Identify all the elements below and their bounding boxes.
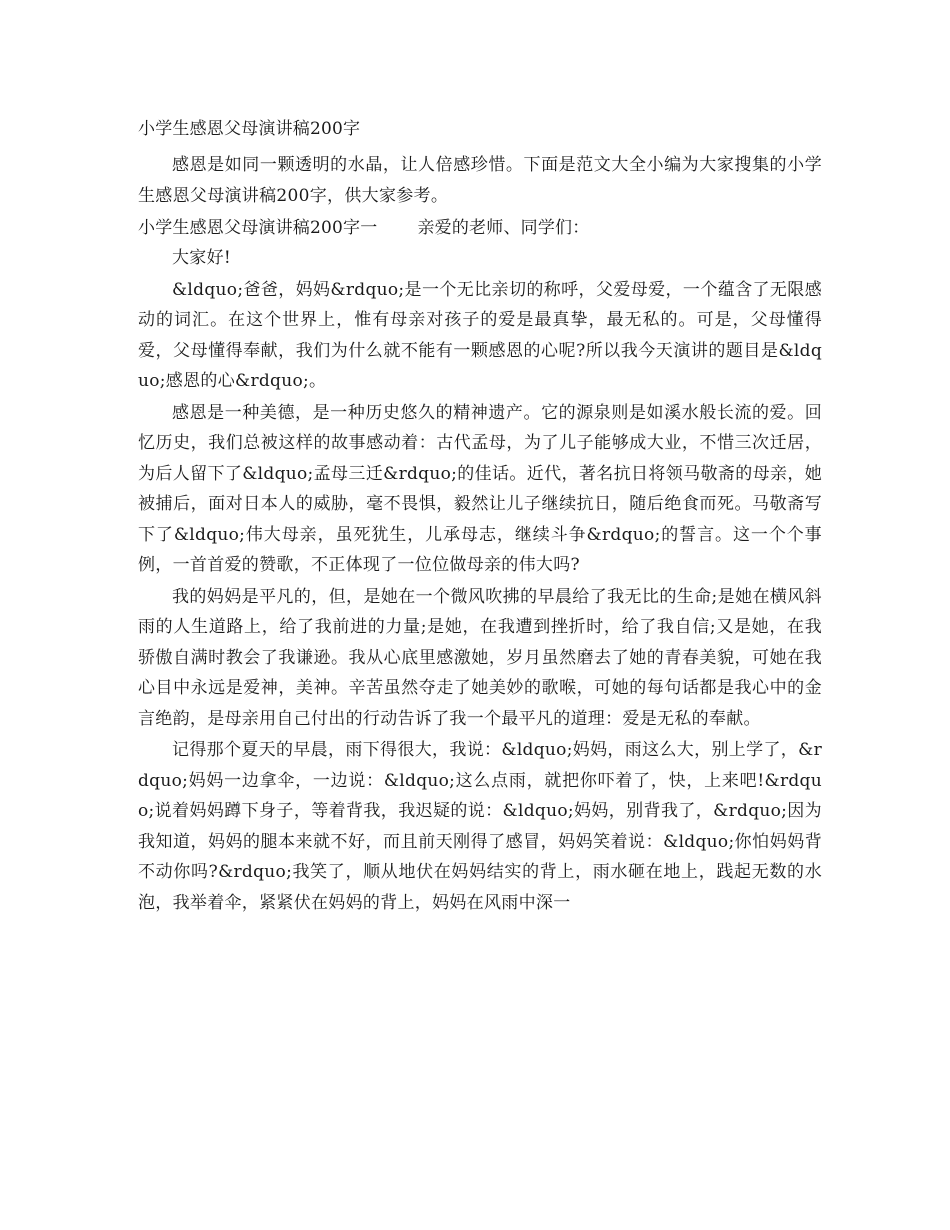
body-paragraph: &ldquo;爸爸，妈妈&rdquo;是一个无比亲切的称呼，父爱母爱，一个蕴含了无限感动的词汇。在这个世界上，惟有母亲对孩子的爱是最真挚，最无私的。可是，父母懂得爱，父母懂得奉献，我们为什么就不能有一颗感恩的心呢?所以我今天演讲的题目是&ldquo;感恩的心&rdquo;。 xyxy=(138,279,822,391)
body-paragraph: 记得那个夏天的早晨，雨下得很大，我说：&ldquo;妈妈，雨这么大，别上学了，&rdquo;妈妈一边拿伞，一边说：&ldquo;这么点雨，就把你吓着了，快，上来吧!&rdquo;说着妈妈蹲下身子，等着背我，我迟疑的说：&ldquo;妈妈，别背我了，&rdquo;因为我知道，妈妈的腿本来就不好，而且前天刚得了感冒，妈妈笑着说：&ldquo;你怕妈妈背不动你吗?&rdquo;我笑了，顺从地伏在妈妈结实的背上，雨水砸在地上，践起无数的水泡，我举着伞，紧紧伏在妈妈的背上，妈妈在风雨中深一 xyxy=(138,740,822,913)
intro-paragraph: 感恩是如同一颗透明的水晶，让人倍感珍惜。下面是范文大全小编为大家搜集的小学生感恩父母演讲稿200字，供大家参考。 xyxy=(138,155,822,206)
greeting: 大家好! xyxy=(172,248,232,268)
section-heading-line xyxy=(138,213,822,243)
document-page xyxy=(138,118,822,918)
body-paragraph: 我的妈妈是平凡的，但，是她在一个微风吹拂的早晨给了我无比的生命;是她在横风斜雨的人生道路上，给了我前进的力量;是她，在我遭到挫折时，给了我自信;又是她，在我骄傲自满时教会了我谦逊。我从心底里感激她，岁月虽然磨去了她的青春美貌，可她在我心目中永远是爱神，美神。辛苦虽然夺走了她美妙的歌喉，可她的每句话都是我心中的金言绝韵，是母亲用自己付出的行动告诉了我一个最平凡的道理：爱是无私的奉献。 xyxy=(138,586,822,729)
salutation: 亲爱的老师、同学们： xyxy=(417,218,590,238)
body-paragraph: 感恩是一种美德，是一种历史悠久的精神遗产。它的源泉则是如溪水般长流的爱。回忆历史，我们总被这样的故事感动着：古代孟母，为了儿子能够成大业，不惜三次迁居，为后人留下了&ldquo;孟母三迁&rdquo;的佳话。近代，著名抗日将领马敬斋的母亲，她被捕后，面对日本人的威胁，毫不畏惧，毅然让儿子继续抗日，随后绝食而死。马敬斋写下了&ldquo;伟大母亲，虽死犹生，儿承母志，继续斗争&rdquo;的誓言。这一个个事例，一首首爱的赞歌，不正体现了一位位做母亲的伟大吗? xyxy=(138,402,822,575)
section-heading: 小学生感恩父母演讲稿200字一 xyxy=(138,218,378,238)
document-title: 小学生感恩父母演讲稿200字 xyxy=(138,119,361,139)
